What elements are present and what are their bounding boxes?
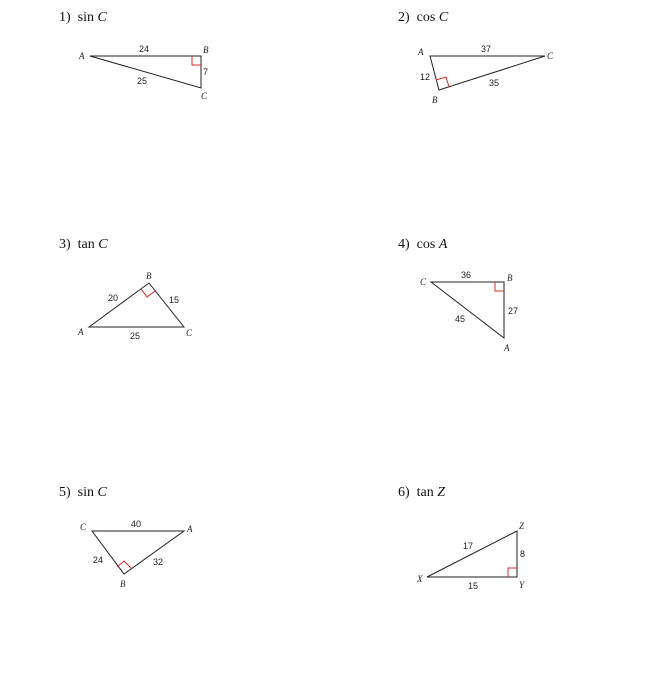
side-length: 45 (455, 314, 466, 324)
triangle-6 (416, 521, 525, 591)
vertex-label: B (146, 271, 152, 281)
side-length: 15 (169, 295, 180, 305)
side-length: 7 (203, 67, 209, 77)
triangle-4 (420, 270, 518, 353)
angle-variable: C (98, 237, 108, 252)
vertex-label: C (186, 328, 193, 338)
angle-variable: C (438, 10, 449, 25)
vertex-label: A (79, 51, 85, 61)
triangle-2 (417, 44, 554, 105)
vertex-label: B (120, 579, 126, 589)
triangle-3-outline (89, 283, 184, 327)
side-length: 15 (468, 581, 479, 591)
angle-variable: A (438, 237, 448, 252)
triangle-4-outline (431, 282, 504, 338)
vertex-label: A (187, 524, 193, 534)
vertex-label: C (547, 51, 554, 61)
side-length: 32 (153, 557, 164, 567)
triangle-5-outline (92, 531, 184, 574)
triangle-2-outline (430, 56, 545, 90)
triangle-5 (80, 519, 193, 589)
trig-function: cos (416, 237, 436, 252)
problem-number: 6) (398, 485, 410, 500)
angle-variable: C (97, 10, 107, 25)
angle-variable: Z (437, 485, 446, 500)
vertex-label: B (507, 273, 513, 283)
right-angle-marker (192, 56, 201, 65)
right-angle-marker (508, 568, 517, 577)
trig-function: cos (416, 10, 436, 25)
right-angle-marker (141, 289, 155, 297)
vertex-label: A (78, 327, 84, 337)
vertex-label: C (420, 277, 427, 287)
trig-function: tan (77, 237, 95, 252)
side-length: 24 (93, 555, 104, 565)
vertex-label: A (418, 47, 424, 57)
side-length: 36 (461, 270, 472, 280)
vertex-label: C (201, 91, 208, 101)
trig-function: sin (77, 485, 95, 500)
vertex-label: B (203, 45, 209, 55)
problem-number: 2) (398, 10, 410, 25)
vertex-label: Y (519, 580, 525, 590)
side-length: 17 (463, 541, 474, 551)
problem-number: 3) (59, 237, 71, 252)
vertex-label: A (504, 343, 510, 353)
side-length: 20 (108, 293, 119, 303)
triangle-6-outline (427, 531, 517, 577)
side-length: 35 (489, 78, 500, 88)
vertex-label: C (80, 522, 87, 532)
triangle-3 (77, 271, 193, 341)
vertex-label: B (432, 95, 438, 105)
side-length: 37 (481, 44, 492, 54)
right-angle-marker (495, 282, 504, 291)
side-length: 25 (130, 331, 141, 341)
side-length: 40 (131, 519, 142, 529)
vertex-label: Z (519, 521, 525, 531)
side-length: 25 (137, 76, 148, 86)
side-length: 27 (508, 306, 519, 316)
problem-number: 5) (59, 485, 71, 500)
problem-number: 4) (398, 237, 410, 252)
triangle-1 (78, 44, 209, 101)
side-length: 12 (420, 72, 431, 82)
trig-function: tan (416, 485, 434, 500)
angle-variable: C (97, 485, 107, 500)
side-length: 24 (139, 44, 150, 54)
side-length: 8 (520, 549, 526, 559)
problem-number: 1) (59, 10, 71, 25)
trig-function: sin (77, 10, 95, 25)
vertex-label: X (417, 574, 423, 584)
